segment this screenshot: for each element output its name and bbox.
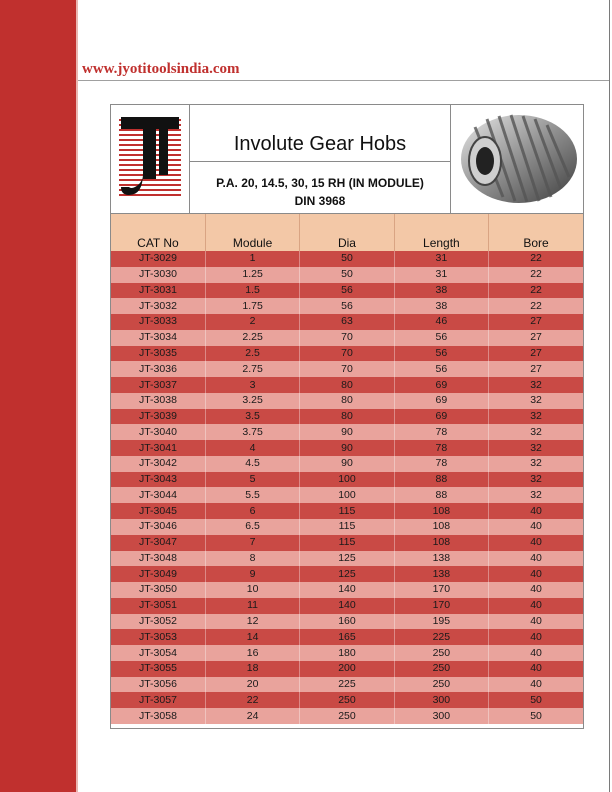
table-cell: 8 [205, 551, 299, 567]
table-cell: JT-3050 [111, 582, 205, 598]
table-cell: JT-3031 [111, 283, 205, 299]
table-cell: 200 [300, 661, 394, 677]
table-cell: 40 [489, 645, 583, 661]
table-cell: JT-3048 [111, 551, 205, 567]
table-cell: 63 [300, 314, 394, 330]
table-row [111, 267, 583, 283]
table-row [111, 393, 583, 409]
left-brand-bar [0, 0, 76, 792]
table-cell: 38 [394, 283, 488, 299]
table-cell: 78 [394, 456, 488, 472]
table-cell: JT-3055 [111, 661, 205, 677]
table-cell: 140 [300, 598, 394, 614]
table-cell: 38 [394, 298, 488, 314]
table-cell: 46 [394, 314, 488, 330]
table-cell: 40 [489, 614, 583, 630]
table-row [111, 692, 583, 708]
table-cell: 40 [489, 629, 583, 645]
table-cell: 31 [394, 267, 488, 283]
table-cell: 2 [205, 314, 299, 330]
table-cell: 32 [489, 377, 583, 393]
table-cell: 4.5 [205, 456, 299, 472]
table-cell: 40 [489, 535, 583, 551]
right-margin-line [609, 0, 610, 792]
table-cell: 6 [205, 503, 299, 519]
table-row [111, 251, 583, 267]
table-row [111, 487, 583, 503]
table-cell: 170 [394, 582, 488, 598]
table-cell: 56 [394, 330, 488, 346]
table-cell: 90 [300, 424, 394, 440]
table-cell: JT-3035 [111, 346, 205, 362]
table-row [111, 645, 583, 661]
table-cell: 115 [300, 535, 394, 551]
table-cell: JT-3041 [111, 440, 205, 456]
table-cell: 88 [394, 472, 488, 488]
table-cell: JT-3038 [111, 393, 205, 409]
table-cell: 250 [394, 645, 488, 661]
table-cell: 250 [300, 708, 394, 724]
table-cell: JT-3058 [111, 708, 205, 724]
table-cell: 115 [300, 519, 394, 535]
table-cell: 108 [394, 535, 488, 551]
table-row [111, 519, 583, 535]
table-cell: 69 [394, 393, 488, 409]
header-divider [78, 80, 609, 81]
table-cell: JT-3044 [111, 487, 205, 503]
table-row [111, 314, 583, 330]
table-cell: 160 [300, 614, 394, 630]
table-row [111, 551, 583, 567]
table-cell: 78 [394, 440, 488, 456]
table-cell: JT-3034 [111, 330, 205, 346]
table-row [111, 661, 583, 677]
table-cell: 138 [394, 566, 488, 582]
column-header: Bore [489, 214, 583, 251]
table-row [111, 298, 583, 314]
table-cell: 138 [394, 551, 488, 567]
table-cell: 40 [489, 519, 583, 535]
table-cell: 4 [205, 440, 299, 456]
table-row [111, 283, 583, 299]
table-cell: JT-3039 [111, 409, 205, 425]
catalog-sheet [110, 104, 584, 729]
table-cell: 50 [489, 708, 583, 724]
table-cell: JT-3045 [111, 503, 205, 519]
table-cell: 70 [300, 330, 394, 346]
table-cell: JT-3053 [111, 629, 205, 645]
table-row [111, 598, 583, 614]
logo-cell [111, 105, 190, 213]
table-cell: 27 [489, 330, 583, 346]
table-cell: 300 [394, 708, 488, 724]
table-cell: 27 [489, 346, 583, 362]
table-cell: 2.75 [205, 361, 299, 377]
table-row [111, 346, 583, 362]
table-cell: JT-3049 [111, 566, 205, 582]
table-cell: 40 [489, 598, 583, 614]
table-cell: 56 [300, 283, 394, 299]
table-row [111, 377, 583, 393]
table-cell: 180 [300, 645, 394, 661]
table-cell: 1 [205, 251, 299, 267]
catalog-title: Involute Gear Hobs [233, 133, 407, 155]
table-row [111, 708, 583, 724]
table-cell: 250 [300, 692, 394, 708]
table-cell: 40 [489, 661, 583, 677]
table-cell: 3 [205, 377, 299, 393]
table-cell: 225 [394, 629, 488, 645]
table-cell: 40 [489, 503, 583, 519]
table-cell: 125 [300, 551, 394, 567]
table-cell: 12 [205, 614, 299, 630]
table-cell: JT-3033 [111, 314, 205, 330]
table-cell: JT-3043 [111, 472, 205, 488]
column-header: Module [205, 214, 299, 251]
table-row [111, 409, 583, 425]
table-cell: 1.5 [205, 283, 299, 299]
table-cell: 225 [300, 677, 394, 693]
table-cell: 250 [394, 661, 488, 677]
table-cell: 50 [300, 267, 394, 283]
table-cell: 22 [489, 267, 583, 283]
table-cell: 195 [394, 614, 488, 630]
table-cell: 5 [205, 472, 299, 488]
table-cell: 24 [205, 708, 299, 724]
table-cell: JT-3047 [111, 535, 205, 551]
table-cell: 3.75 [205, 424, 299, 440]
table-cell: 108 [394, 503, 488, 519]
table-row [111, 582, 583, 598]
table-cell: 6.5 [205, 519, 299, 535]
table-cell: 90 [300, 456, 394, 472]
table-cell: 32 [489, 393, 583, 409]
table-row [111, 456, 583, 472]
table-cell: 10 [205, 582, 299, 598]
table-cell: 5.5 [205, 487, 299, 503]
column-header: Dia [300, 214, 394, 251]
table-cell: 40 [489, 677, 583, 693]
table-cell: 9 [205, 566, 299, 582]
table-cell: 50 [300, 251, 394, 267]
table-cell: 300 [394, 692, 488, 708]
table-cell: 78 [394, 424, 488, 440]
left-bar-edge [76, 0, 78, 792]
table-cell: 32 [489, 487, 583, 503]
table-cell: 7 [205, 535, 299, 551]
table-cell: JT-3056 [111, 677, 205, 693]
table-row [111, 566, 583, 582]
table-header-row [111, 214, 583, 251]
table-row [111, 677, 583, 693]
table-cell: JT-3040 [111, 424, 205, 440]
table-cell: 125 [300, 566, 394, 582]
table-row [111, 472, 583, 488]
product-image-cell [451, 105, 583, 213]
table-cell: 80 [300, 409, 394, 425]
table-cell: 32 [489, 424, 583, 440]
table-cell: 50 [489, 692, 583, 708]
table-cell: 2.5 [205, 346, 299, 362]
table-row [111, 361, 583, 377]
table-cell: 108 [394, 519, 488, 535]
table-cell: 69 [394, 409, 488, 425]
table-cell: JT-3036 [111, 361, 205, 377]
table-cell: JT-3046 [111, 519, 205, 535]
table-cell: 90 [300, 440, 394, 456]
table-cell: 32 [489, 472, 583, 488]
table-cell: 56 [394, 361, 488, 377]
table-cell: 250 [394, 677, 488, 693]
table-row [111, 629, 583, 645]
table-row [111, 535, 583, 551]
site-url-link[interactable]: www.jyotitoolsindia.com [82, 61, 240, 77]
table-cell: 16 [205, 645, 299, 661]
table-cell: 100 [300, 472, 394, 488]
gear-hob-image [451, 105, 583, 213]
table-cell: 70 [300, 361, 394, 377]
table-cell: JT-3037 [111, 377, 205, 393]
table-cell: 27 [489, 361, 583, 377]
table-cell: 56 [300, 298, 394, 314]
column-header: CAT No [111, 214, 205, 251]
table-cell: JT-3054 [111, 645, 205, 661]
table-cell: 115 [300, 503, 394, 519]
catalog-header [111, 105, 583, 214]
table-cell: 14 [205, 629, 299, 645]
table-cell: JT-3032 [111, 298, 205, 314]
table-cell: 2.25 [205, 330, 299, 346]
table-row [111, 503, 583, 519]
table-cell: 32 [489, 409, 583, 425]
table-cell: JT-3029 [111, 251, 205, 267]
table-cell: 3.25 [205, 393, 299, 409]
table-cell: 27 [489, 314, 583, 330]
table-cell: 165 [300, 629, 394, 645]
catalog-subtitle: P.A. 20, 14.5, 30, 15 RH (IN MODULE) [216, 176, 424, 190]
catalog-standard: DIN 3968 [294, 194, 346, 208]
table-cell: 11 [205, 598, 299, 614]
table-cell: 56 [394, 346, 488, 362]
table-cell: 31 [394, 251, 488, 267]
table-cell: 18 [205, 661, 299, 677]
table-cell: JT-3051 [111, 598, 205, 614]
table-cell: 140 [300, 582, 394, 598]
table-cell: JT-3057 [111, 692, 205, 708]
table-cell: 20 [205, 677, 299, 693]
table-cell: JT-3042 [111, 456, 205, 472]
table-cell: JT-3052 [111, 614, 205, 630]
table-cell: 40 [489, 551, 583, 567]
table-cell: 32 [489, 456, 583, 472]
table-cell: 40 [489, 566, 583, 582]
table-cell: 22 [489, 298, 583, 314]
table-cell: 3.5 [205, 409, 299, 425]
table-cell: JT-3030 [111, 267, 205, 283]
jt-logo-icon [119, 115, 181, 201]
table-cell: 80 [300, 393, 394, 409]
table-row [111, 440, 583, 456]
table-cell: 22 [489, 251, 583, 267]
table-cell: 88 [394, 487, 488, 503]
table-body [111, 251, 583, 724]
table-cell: 70 [300, 346, 394, 362]
title-cell [190, 105, 451, 213]
table-cell: 22 [205, 692, 299, 708]
table-cell: 40 [489, 582, 583, 598]
table-cell: 1.75 [205, 298, 299, 314]
table-cell: 22 [489, 283, 583, 299]
hob-spec-table [111, 214, 583, 724]
table-row [111, 614, 583, 630]
table-cell: 32 [489, 440, 583, 456]
title-divider [190, 161, 450, 162]
table-row [111, 330, 583, 346]
table-cell: 170 [394, 598, 488, 614]
table-cell: 69 [394, 377, 488, 393]
column-header: Length [394, 214, 488, 251]
table-cell: 1.25 [205, 267, 299, 283]
table-cell: 100 [300, 487, 394, 503]
table-row [111, 424, 583, 440]
table-cell: 80 [300, 377, 394, 393]
